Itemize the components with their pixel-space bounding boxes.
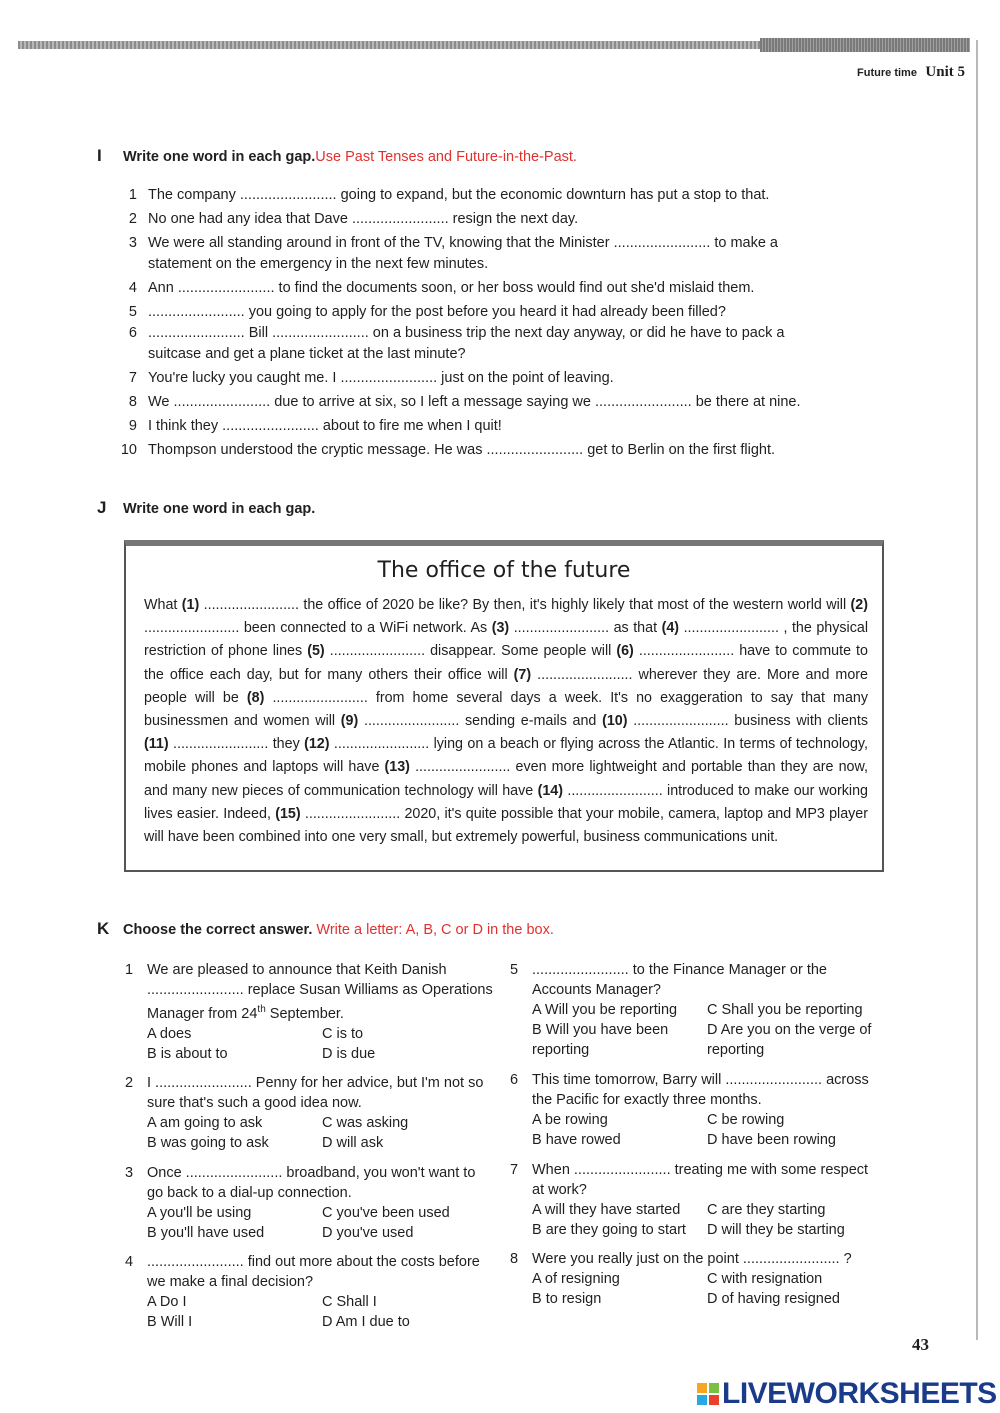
options (147, 1292, 495, 1332)
section-i-items (115, 185, 835, 464)
option-d[interactable]: D will ask (322, 1134, 384, 1151)
page-number: 43 (912, 1335, 929, 1354)
exercise-item (115, 302, 835, 323)
options (147, 1024, 495, 1064)
question-3 (125, 1163, 495, 1243)
options (532, 1269, 880, 1309)
option-c[interactable]: C be rowing (707, 1112, 785, 1128)
stem-text: ........................ to the Finance Manager or the Accounts Manager? (532, 962, 827, 998)
question-stem[interactable] (532, 1160, 880, 1200)
gap-number: (9) (340, 713, 359, 730)
gap-number: (8) (246, 689, 265, 706)
text-segment[interactable]: ........................ wherever they are. More and more people will be (144, 666, 868, 706)
item-number: 2 (128, 211, 137, 227)
item-text[interactable]: No one had any idea that Dave ........................ resign the next day. (148, 211, 579, 227)
item-text[interactable]: ........................ Bill ........................ on a business trip the next day anyway, or did he have to pack a suitcase and get a plane ticket at the last minute? (148, 325, 785, 362)
text-segment[interactable]: ........................ have to commute to the office each day, but for many others their office will (144, 643, 868, 683)
option-a[interactable]: A Do I (147, 1293, 187, 1310)
exercise-item (115, 440, 835, 461)
item-number: 7 (128, 370, 137, 386)
gap-number: (6) (616, 643, 634, 660)
options (147, 1203, 495, 1243)
text-segment[interactable]: ........................ the office of 2020 be like? By then, it's highly likely that most of the western world will (199, 597, 851, 613)
gap-number: (4) (661, 620, 680, 637)
options (147, 1113, 495, 1153)
question-stem[interactable] (147, 1252, 495, 1292)
text-segment[interactable]: ........................ lying on a beach or flying across the Atlantic. In terms of technology, mobile phones and laptops will have (144, 736, 868, 776)
instruction: Choose the correct answer. (123, 922, 313, 938)
exercise-item (115, 416, 835, 437)
question-8 (510, 1249, 880, 1309)
question-stem[interactable] (532, 1249, 880, 1269)
exercise-item (115, 233, 835, 275)
exercise-item (115, 209, 835, 230)
options (532, 1000, 880, 1060)
gap-number: (1) (181, 597, 200, 613)
section-i-heading (97, 146, 577, 166)
running-header (760, 63, 965, 81)
text-segment[interactable]: ........................ introduced to make our working lives easier. Indeed, (144, 782, 869, 822)
item-text[interactable]: The company ........................ going to expand, but the economic downturn has put a stop to that. (148, 187, 770, 203)
stem-text: This time tomorrow, Barry will ........................ across the Pacific for exactly three months. (532, 1072, 869, 1108)
option-a[interactable]: A you'll be using (147, 1204, 252, 1221)
option-d[interactable]: D Are you on the verge of reporting (707, 1022, 872, 1058)
item-text[interactable]: Thompson understood the cryptic message. He was ........................ get to Berlin on the first flight. (148, 442, 776, 458)
exercise-item (115, 392, 835, 413)
option-b[interactable]: B have rowed (532, 1132, 621, 1148)
item-text[interactable]: I think they ........................ about to fire me when I quit! (148, 418, 502, 434)
item-number: 3 (128, 235, 137, 251)
options (532, 1110, 880, 1150)
text-segment[interactable]: ........................ sending e-mails and (358, 713, 603, 730)
question-1 (125, 960, 495, 1064)
text-segment[interactable]: ........................ even more lightweight and portable than they are now, and many new pieces of communication technology will have (144, 759, 868, 799)
item-text[interactable]: You're lucky you caught me. I ........................ just on the point of leaving. (148, 370, 614, 386)
gap-number: (7) (513, 666, 532, 683)
option-d[interactable]: D you've used (322, 1224, 414, 1241)
option-a[interactable]: A does (147, 1025, 192, 1042)
gap-number: (11) (144, 736, 169, 753)
option-b[interactable]: B Will I (147, 1313, 193, 1330)
gap-number: (10) (602, 713, 628, 730)
stem-text: ........................ find out more about the costs before we make a final decision? (147, 1253, 480, 1290)
option-b[interactable]: B Will you have been reporting (532, 1022, 669, 1058)
section-title: Future time (857, 67, 917, 79)
question-number: 1 (125, 962, 134, 978)
text-segment[interactable]: ........................ 2020, it's quite possible that your mobile, camera, laptop and MP3 player will have been combined into one very small, but extremely powerful, business communications unit. (144, 805, 869, 846)
option-b[interactable]: B is about to (147, 1045, 228, 1062)
option-a[interactable]: A of resigning (532, 1271, 620, 1287)
item-number: 4 (128, 280, 137, 296)
option-c[interactable]: C is to (322, 1025, 364, 1042)
item-number: 5 (128, 304, 137, 320)
box-title: The office of the future (377, 558, 631, 583)
text-segment[interactable]: ........................ , the physical restriction of phone lines (144, 620, 868, 660)
page-edge (976, 40, 978, 1340)
option-b[interactable]: B you'll have used (147, 1224, 265, 1241)
question-5 (510, 960, 880, 1060)
option-a[interactable]: A Will you be reporting (532, 1002, 678, 1018)
question-number: 4 (125, 1253, 134, 1270)
text-segment[interactable]: ........................ as that (509, 620, 662, 637)
exercise-item (115, 368, 835, 389)
section-letter: I (97, 146, 102, 165)
option-d[interactable]: D will they be starting (707, 1222, 845, 1238)
option-b[interactable]: B was going to ask (147, 1134, 269, 1151)
instruction: Write one word in each gap. (123, 149, 316, 165)
gap-number: (3) (491, 620, 510, 637)
text-segment[interactable]: ........................ they (168, 736, 305, 753)
stem-superscript: th (257, 1004, 266, 1015)
option-a[interactable]: A am going to ask (147, 1114, 263, 1131)
section-k-heading (97, 919, 554, 939)
question-2 (125, 1073, 495, 1153)
unit-label: Unit 5 (925, 64, 965, 80)
gap-number: (5) (307, 643, 325, 660)
question-number: 6 (510, 1072, 519, 1088)
option-a[interactable]: A be rowing (532, 1112, 608, 1128)
question-stem[interactable] (532, 960, 880, 1000)
logo-text: LIVEWORKSHEETS (722, 1377, 997, 1410)
question-number: 5 (510, 962, 519, 978)
option-c[interactable]: C Shall I (322, 1293, 377, 1310)
liveworksheets-logo (697, 1377, 997, 1411)
box-text (144, 594, 868, 849)
exercise-item (115, 185, 835, 206)
gap-number: (15) (275, 805, 301, 822)
option-b[interactable]: B to resign (532, 1291, 602, 1307)
option-d[interactable]: D have been rowing (707, 1132, 836, 1148)
item-text[interactable]: Ann ........................ to find the documents soon, or her boss would find out she'd mislaid them. (148, 280, 755, 296)
option-c[interactable]: C you've been used (322, 1204, 450, 1221)
stem-text: We are pleased to announce that Keith Danish ........................ replace Susan Williams as Operations Manager from 24 (147, 962, 493, 1022)
instruction: Write one word in each gap. (123, 501, 316, 517)
question-4 (125, 1252, 495, 1332)
text-segment: What (144, 597, 182, 613)
item-text[interactable]: ........................ you going to apply for the post before you heard it had already been filled? (148, 304, 726, 320)
item-number: 1 (128, 187, 137, 203)
options (532, 1200, 880, 1240)
exercise-item (115, 278, 835, 299)
section-letter: K (97, 919, 110, 938)
text-box (124, 540, 884, 872)
option-c[interactable]: C was asking (322, 1114, 409, 1131)
gap-number: (14) (537, 782, 564, 799)
stem-text: Were you really just on the point ........................ ? (532, 1251, 852, 1267)
questions-right (510, 960, 880, 1309)
text-segment[interactable]: ........................ business with clients (627, 713, 868, 730)
option-a[interactable]: A will they have started (532, 1202, 681, 1218)
section-letter: J (97, 498, 107, 517)
question-stem[interactable] (147, 1073, 495, 1113)
option-b[interactable]: B are they going to start (532, 1222, 686, 1238)
text-segment[interactable]: ........................ from home several days a week. It's no exaggeration to say that many businessmen and women will (144, 689, 868, 730)
exercise-item (115, 323, 835, 365)
option-d[interactable]: D of having resigned (707, 1291, 840, 1307)
item-number: 10 (120, 442, 137, 458)
section-j-heading (97, 498, 315, 518)
option-d[interactable]: D Am I due to (322, 1313, 410, 1330)
option-c[interactable]: C are they starting (707, 1202, 826, 1218)
question-number: 3 (125, 1164, 134, 1181)
option-c[interactable]: C Shall you be reporting (707, 1002, 863, 1018)
instruction-note: Use Past Tenses and Future-in-the-Past. (315, 149, 577, 165)
question-number: 2 (125, 1074, 134, 1091)
option-d[interactable]: D is due (322, 1045, 376, 1062)
instruction-note: Write a letter: A, B, C or D in the box. (316, 922, 554, 938)
item-number: 8 (128, 394, 137, 410)
logo-icon (697, 1383, 719, 1405)
item-text[interactable]: We were all standing around in front of the TV, knowing that the Minister ........................ to make a statement on the emergency in the next few minutes. (148, 235, 778, 272)
item-number: 6 (128, 325, 137, 341)
question-stem[interactable] (147, 960, 495, 1024)
question-number: 7 (510, 1162, 519, 1178)
gap-number: (13) (384, 759, 410, 776)
question-stem[interactable] (532, 1070, 880, 1110)
top-rule-dark (760, 38, 970, 52)
item-text[interactable]: We ........................ due to arrive at six, so I left a message saying we ........................ be there at nine. (148, 394, 801, 410)
stem-text: When ........................ treating me with some respect at work? (532, 1162, 869, 1198)
option-c[interactable]: C with resignation (707, 1271, 823, 1287)
question-stem[interactable] (147, 1163, 495, 1203)
question-number: 8 (510, 1251, 519, 1267)
stem-text: Once ........................ broadband, you won't want to go back to a dial-up connection. (147, 1164, 476, 1201)
text-segment[interactable]: ........................ been connected to a WiFi network. As (144, 620, 492, 637)
question-6 (510, 1070, 880, 1150)
item-number: 9 (128, 418, 137, 434)
question-7 (510, 1160, 880, 1240)
gap-number: (2) (850, 597, 868, 613)
gap-number: (12) (304, 736, 330, 753)
stem-text-end: September. (265, 1005, 344, 1022)
text-segment[interactable]: ........................ disappear. Some people will (324, 643, 617, 660)
questions-left (125, 960, 495, 1332)
stem-text: I ........................ Penny for her advice, but I'm not so sure that's such a good idea now. (147, 1074, 484, 1111)
